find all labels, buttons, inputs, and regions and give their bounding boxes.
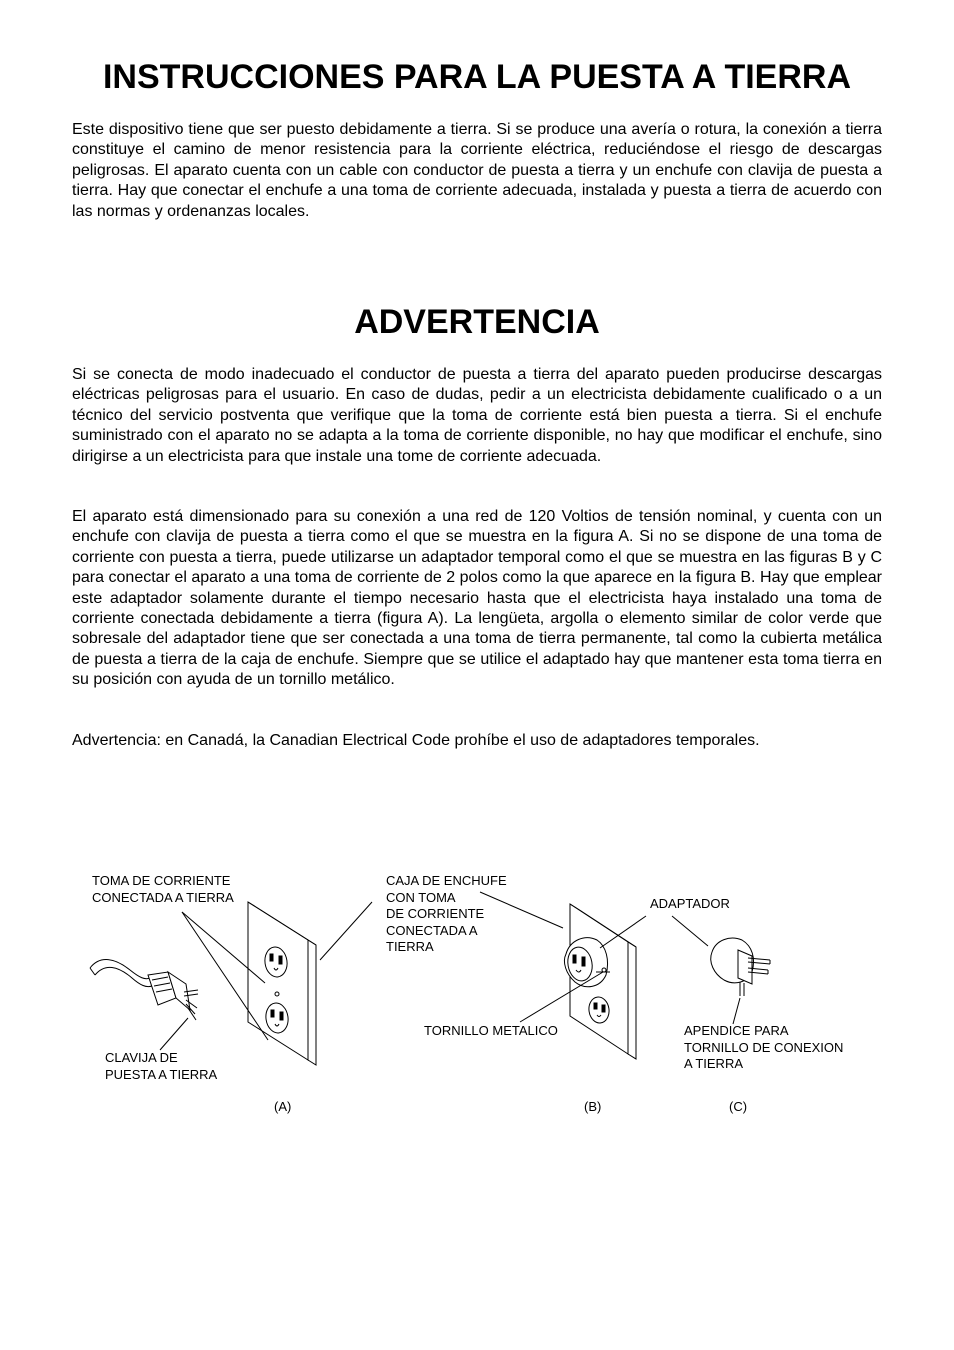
warning-paragraph-2: El aparato está dimensionado para su conexión a una red de 120 Voltios de tensión nominal, y cuenta con un enchufe con clavija de puesta a tierra como el que se muestra en la figura A. Si no se dispone de una toma de corriente con puesta a tierra, puede utilizarse un adaptador temporal como el que se muestra en las figuras B y C para conectar el aparato a una toma de corriente de 2 polos como la que aparece en la figura B. Hay que emplear este adaptador solamente durante el tiempo necesario hasta que el electricista haya instalado una toma de corriente conectada debidamente a tierra (figura A). La lengüeta, argolla o elemento similar de color verde que sobresale del adaptador tiene que ser conectada a una toma de tierra permanente, tal como la cubierta metálica de puesta a tierra de la caja de enchufe. Siempre que se utilice el adaptado hay que mantener esta toma tierra en su posición con ayuda de un tornillo metálico. bbox=[72, 508, 882, 689]
label-grounded-outlet: TOMA DE CORRIENTE CONECTADA A TIERRA bbox=[92, 873, 234, 905]
outlet-box-b bbox=[564, 904, 636, 1059]
label-grounding-tab: APENDICE PARA TORNILLO DE CONEXION A TIERRA bbox=[684, 1023, 844, 1071]
warning-paragraph-1: Si se conecta de modo inadecuado el conductor de puesta a tierra del aparato pueden producirse descargas eléctricas peligrosas para el usuario. En caso de dudas, pedir a un electricista debidamente cualificado o a un técnico del servicio postventa que verifique que la toma de corriente está bien puesta a tierra. Si el enchufe suministrado con el aparato no se adapta a la toma de corriente disponible, no hay que modificar el enchufe, sino dirigirse a un electricista para que instale una tome de corriente adecuada. bbox=[72, 366, 882, 465]
grounding-instructions-paragraph: Este dispositivo tiene que ser puesto debidamente a tierra. Si se produce una avería o rotura, la conexión a tierra constituye el camino de menor resistencia para la corriente eléctrica, reduciéndose el riesgo de descargas peligrosas. El aparato cuenta con un cable con conductor de puesta a tierra y un enchufe con clavija de puesta a tierra. Hay que conectar el enchufe a una toma de corriente adecuada, instalada y puesta a tierra de acuerdo con las normas y ordenanzas locales. bbox=[72, 121, 882, 220]
grounding-plug-a bbox=[90, 960, 198, 1020]
grounded-outlet-plate-a bbox=[248, 902, 316, 1065]
adapter-c bbox=[711, 938, 770, 996]
warning-title: ADVERTENCIA bbox=[354, 303, 600, 341]
caption-figure-c: (C) bbox=[729, 1099, 748, 1114]
caption-figure-a: (A) bbox=[274, 1099, 292, 1114]
label-adapter: ADAPTADOR bbox=[650, 896, 730, 911]
label-grounding-pin: CLAVIJA DE PUESTA A TIERRA bbox=[105, 1050, 218, 1082]
label-outlet-box: CAJA DE ENCHUFE CON TOMA DE CORRIENTE CONECTADA A TIERRA bbox=[386, 873, 507, 954]
page-title: INSTRUCCIONES PARA LA PUESTA A TIERRA bbox=[102, 58, 852, 96]
caption-figure-b: (B) bbox=[584, 1099, 602, 1114]
warning-paragraph-3: Advertencia: en Canadá, la Canadian Electrical Code prohíbe el uso de adaptadores temporales. bbox=[72, 732, 760, 749]
label-metal-screw: TORNILLO METALICO bbox=[424, 1023, 558, 1038]
